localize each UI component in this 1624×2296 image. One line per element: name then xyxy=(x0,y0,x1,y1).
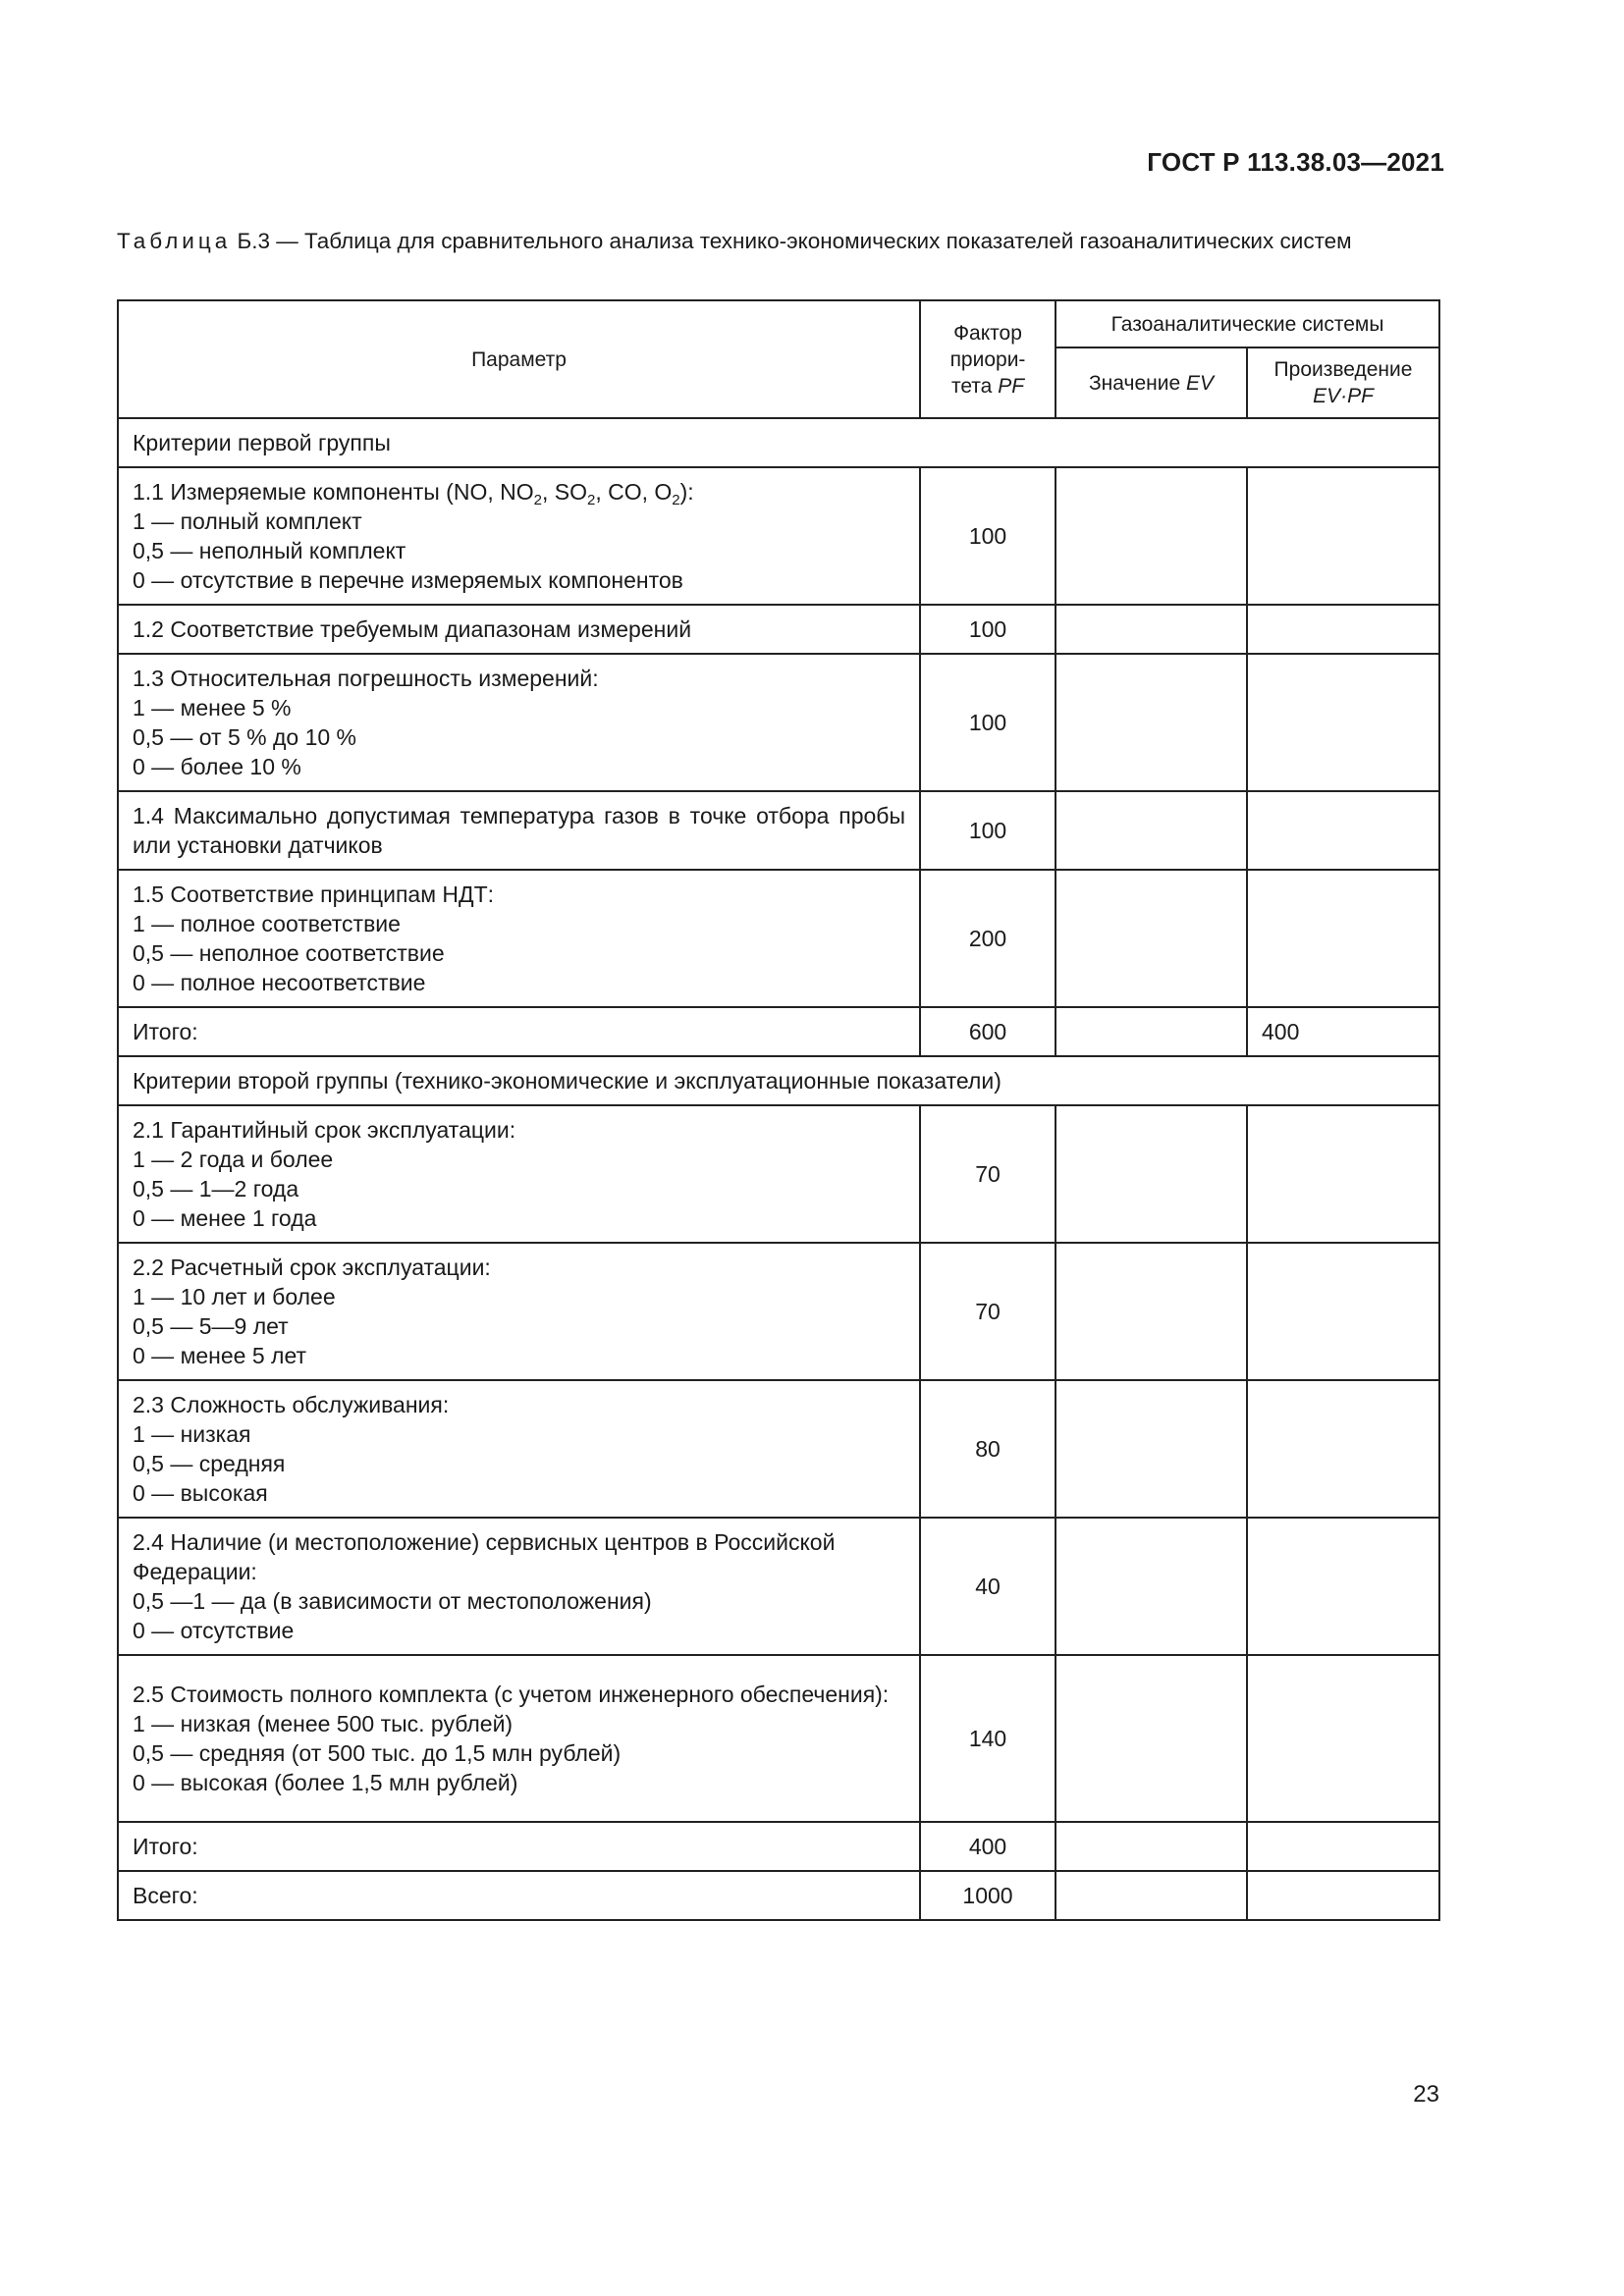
header-factor-line1: Фактор xyxy=(953,321,1022,345)
param-line: 0 — отсутствие xyxy=(133,1618,295,1643)
header-priority-factor xyxy=(920,300,1056,418)
param-line: 1 — низкая (менее 500 тыс. рублей) xyxy=(133,1711,514,1736)
table-row xyxy=(118,1655,1439,1822)
product-cell xyxy=(1247,870,1439,1007)
comparison-table xyxy=(117,299,1440,1921)
ev-cell xyxy=(1056,1871,1247,1920)
ev-cell xyxy=(1056,654,1247,791)
param-line: 0 — менее 5 лет xyxy=(133,1343,307,1368)
param-line xyxy=(133,477,905,507)
ev-cell xyxy=(1056,467,1247,605)
table-caption xyxy=(117,226,1437,257)
total-pf: 400 xyxy=(920,1822,1056,1871)
product-cell xyxy=(1247,467,1439,605)
param-cell xyxy=(118,1518,920,1655)
table-row xyxy=(118,1105,1439,1243)
header-factor-var: PF xyxy=(998,374,1025,398)
param-line: 1 — низкая xyxy=(133,1421,251,1447)
pf-cell: 70 xyxy=(920,1105,1056,1243)
header-product-var: EV·PF xyxy=(1313,385,1374,407)
param-line: 0 — высокая (более 1,5 млн рублей) xyxy=(133,1770,518,1795)
param-cell: 1.2 Соответствие требуемым диапазонам измерений xyxy=(118,605,920,654)
pf-cell: 200 xyxy=(920,870,1056,1007)
ev-cell xyxy=(1056,1518,1247,1655)
total-label: Итого: xyxy=(118,1822,920,1871)
pf-cell: 100 xyxy=(920,467,1056,605)
param-line: 0,5 — неполный комплект xyxy=(133,538,406,563)
param-line: 1.5 Соответствие принципам НДТ: xyxy=(133,881,495,907)
ev-cell xyxy=(1056,605,1247,654)
header-factor-line3-text: тета xyxy=(950,374,993,398)
param-line: 2.4 Наличие (и местоположение) сервисных центров в Российской Федерации: xyxy=(133,1529,836,1584)
total-row xyxy=(118,1007,1439,1056)
param-text: 1.1 Измеряемые компоненты (NO, NO xyxy=(133,479,534,505)
header-param: Параметр xyxy=(118,300,920,418)
param-cell xyxy=(118,1243,920,1380)
product-cell xyxy=(1247,1518,1439,1655)
grand-total-label: Всего: xyxy=(118,1871,920,1920)
param-line: 0 — отсутствие в перечне измеряемых компонентов xyxy=(133,567,683,593)
param-line: 0 — более 10 % xyxy=(133,754,301,779)
total-pf: 600 xyxy=(920,1007,1056,1056)
ev-cell xyxy=(1056,1243,1247,1380)
param-line: 1 — 10 лет и более xyxy=(133,1284,336,1309)
table-row xyxy=(118,1380,1439,1518)
table-row xyxy=(118,870,1439,1007)
subscript: 2 xyxy=(672,492,680,508)
param-line: 0,5 — 5—9 лет xyxy=(133,1313,289,1339)
param-line: 0,5 — средняя (от 500 тыс. до 1,5 млн рублей) xyxy=(133,1740,622,1766)
product-cell xyxy=(1247,1822,1439,1871)
pf-cell: 100 xyxy=(920,654,1056,791)
table-row xyxy=(118,467,1439,605)
param-text: , SO xyxy=(541,479,587,505)
param-line: 2.1 Гарантийный срок эксплуатации: xyxy=(133,1117,516,1143)
param-cell xyxy=(118,1105,920,1243)
ev-cell xyxy=(1056,870,1247,1007)
param-line: 1.3 Относительная погрешность измерений: xyxy=(133,666,599,691)
product-cell xyxy=(1247,791,1439,870)
ev-cell xyxy=(1056,1655,1247,1822)
param-line: 1 — полное соответствие xyxy=(133,911,401,936)
caption-label: Таблица xyxy=(117,229,232,253)
header-gas-systems: Газоаналитические системы xyxy=(1056,300,1439,347)
product-cell xyxy=(1247,1380,1439,1518)
pf-cell: 70 xyxy=(920,1243,1056,1380)
pf-cell: 40 xyxy=(920,1518,1056,1655)
table-row xyxy=(118,654,1439,791)
param-line: 1 — менее 5 % xyxy=(133,695,292,721)
param-cell: 1.4 Максимально допустимая температура газов в точке отбора пробы или установки датчиков xyxy=(118,791,920,870)
pf-cell: 140 xyxy=(920,1655,1056,1822)
pf-cell: 100 xyxy=(920,605,1056,654)
subscript: 2 xyxy=(586,492,596,508)
subscript: 2 xyxy=(533,492,542,508)
param-cell xyxy=(118,467,920,605)
param-line: 0 — менее 1 года xyxy=(133,1205,317,1231)
param-line: 0 — полное несоответствие xyxy=(133,970,426,995)
param-line: 2.2 Расчетный срок эксплуатации: xyxy=(133,1255,491,1280)
table-row xyxy=(118,1243,1439,1380)
product-cell xyxy=(1247,1243,1439,1380)
header-factor-line3 xyxy=(935,373,1041,400)
table-row xyxy=(118,791,1439,870)
param-cell xyxy=(118,1655,920,1822)
param-line: 2.5 Стоимость полного комплекта (с учетом инженерного обеспечения): xyxy=(133,1682,890,1707)
group-row xyxy=(118,1056,1439,1105)
ev-cell xyxy=(1056,1822,1247,1871)
header-value-text: Значение xyxy=(1089,371,1181,395)
param-line: 0 — высокая xyxy=(133,1480,268,1506)
product-cell xyxy=(1247,1105,1439,1243)
param-line: 2.3 Сложность обслуживания: xyxy=(133,1392,450,1417)
page-number: 23 xyxy=(1413,2081,1439,2108)
header-value-var: EV xyxy=(1185,371,1214,395)
total-row xyxy=(118,1822,1439,1871)
pf-cell: 100 xyxy=(920,791,1056,870)
header-product xyxy=(1247,347,1439,418)
product-cell xyxy=(1247,605,1439,654)
param-line: 1 — 2 года и более xyxy=(133,1147,334,1172)
param-text: ): xyxy=(679,479,694,505)
param-line: 0,5 — неполное соответствие xyxy=(133,940,445,966)
param-line: 1 — полный комплект xyxy=(133,508,362,534)
group-row xyxy=(118,418,1439,467)
table-row xyxy=(118,1518,1439,1655)
caption-text: Б.3 — Таблица для сравнительного анализа технико-экономических показателей газоаналитических систем xyxy=(237,229,1352,253)
param-line: 0,5 —1 — да (в зависимости от местоположения) xyxy=(133,1588,652,1614)
total-label: Итого: xyxy=(118,1007,920,1056)
param-text: , CO, O xyxy=(595,479,673,505)
param-line: 0,5 — средняя xyxy=(133,1451,286,1476)
grand-total-row xyxy=(118,1871,1439,1920)
param-line: 0,5 — 1—2 года xyxy=(133,1176,299,1201)
grand-total-pf: 1000 xyxy=(920,1871,1056,1920)
header-value xyxy=(1056,347,1247,418)
pf-cell: 80 xyxy=(920,1380,1056,1518)
param-cell xyxy=(118,654,920,791)
table-row xyxy=(118,605,1439,654)
total-product: 400 xyxy=(1247,1007,1439,1056)
product-cell xyxy=(1247,654,1439,791)
param-cell xyxy=(118,870,920,1007)
group2-title: Критерии второй группы (технико-экономические и эксплуатационные показатели) xyxy=(118,1056,1439,1105)
product-cell xyxy=(1247,1871,1439,1920)
product-cell xyxy=(1247,1655,1439,1822)
ev-cell xyxy=(1056,791,1247,870)
ev-cell xyxy=(1056,1380,1247,1518)
header-product-text: Произведение xyxy=(1273,358,1413,381)
param-line: 0,5 — от 5 % до 10 % xyxy=(133,724,357,750)
document-code: ГОСТ Р 113.38.03—2021 xyxy=(1147,147,1444,177)
ev-cell xyxy=(1056,1105,1247,1243)
group1-title: Критерии первой группы xyxy=(118,418,1439,467)
param-cell xyxy=(118,1380,920,1518)
header-factor-line2: приори- xyxy=(949,347,1026,371)
ev-cell xyxy=(1056,1007,1247,1056)
